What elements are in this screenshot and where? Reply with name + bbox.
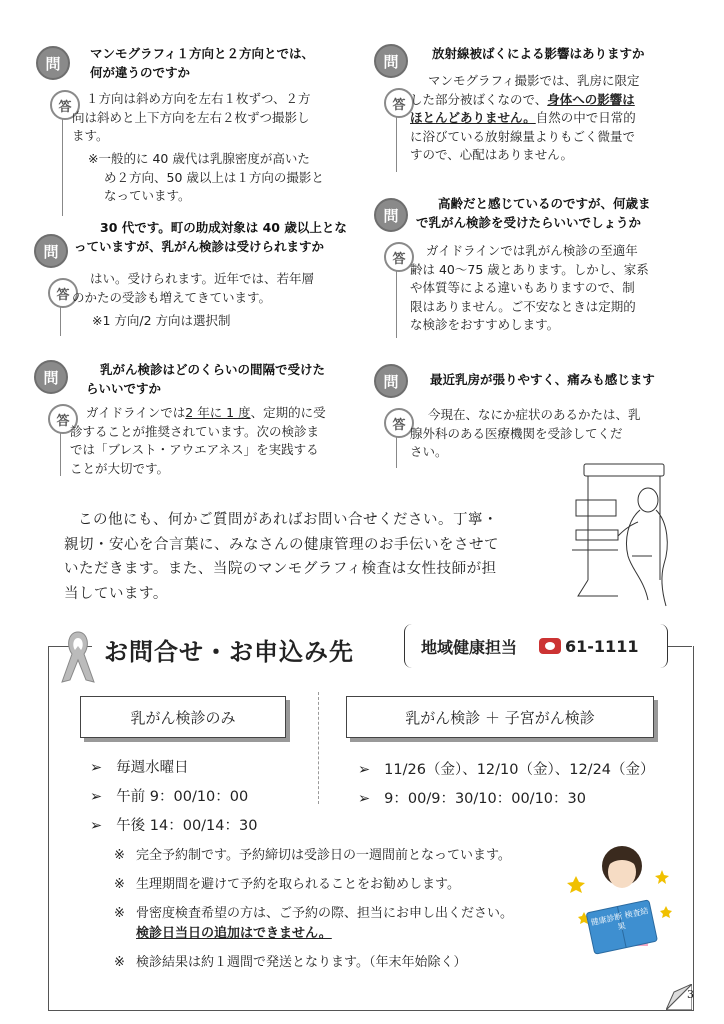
question-text: 30 代です。町の助成対象は 40 歳以上とな っていますが、乳がん検診は受けられますか	[74, 220, 347, 254]
column-divider	[318, 692, 319, 804]
answer-badge: 答	[384, 408, 414, 438]
answer-note: ※1 方向/2 方向は選択制	[92, 313, 231, 328]
answer-line	[396, 116, 397, 172]
question-text: 乳がん検診はどのくらいの間隔で受けた らいいですか	[86, 362, 326, 396]
answer-text: 今現在、なにか症状のあるかたは、乳 腺外科のある医療機関を受診してくだ さい。	[410, 407, 641, 459]
answer-line	[60, 306, 61, 336]
answer-badge: 答	[48, 278, 78, 308]
phone-icon	[539, 638, 561, 654]
question-text: マンモグラフィ１方向と２方向とでは、 何が違うのですか	[90, 46, 315, 80]
answer-line	[60, 432, 61, 476]
note-item: ※ 骨密度検査希望の方は、ご予約の際、担当にお申し出ください。	[114, 906, 514, 921]
note-item: ※ 生理期間を避けて予約を取られることをお勧めします。	[114, 877, 460, 892]
answer-note: ※一般的に 40 歳代は乳腺密度が高いた め２方向、50 歳以上は１方向の撮影と なっています。	[88, 151, 324, 203]
tab-breast-only: 乳がん検診のみ	[80, 696, 286, 738]
contact-title: お問合せ・お申込み先	[104, 638, 354, 666]
answer-badge: 答	[50, 90, 80, 120]
answer-badge: 答	[384, 242, 414, 272]
answer-text: １方向は斜め方向を左右１枚ずつ、２方 向は斜めと上下方向を左右２枚ずつ撮影し ます。	[72, 91, 311, 143]
question-badge: 問	[36, 46, 70, 80]
note-item: ※ 検診結果は約１週間で発送となります。（年末年始除く）	[114, 955, 467, 970]
answer-text: はい。受けられます。近年では、若年層 のかたの受診も増えてきています。	[72, 271, 315, 305]
intro-paragraph: この他にも、何かご質問があればお問い合せください。丁寧・ 親切・安心を合言葉に、みなさんの健康管理のお手伝いをさせて いただきます。また、当院のマンモグラフィ検査は女性技師が担 当しています。	[64, 512, 499, 602]
nurse-illustration: 健康診断 検査結果	[566, 836, 678, 956]
question-badge: 問	[34, 234, 68, 268]
answer-badge: 答	[384, 88, 414, 118]
tab-breast-uterine: 乳がん検診 ＋ 子宮がん検診	[346, 696, 654, 738]
department-name: 地域健康担当	[421, 637, 518, 657]
answer-text: ガイドラインでは2 年に 1 度、定期的に受 診することが推奨されています。次の検診ま では「ブレスト・アウエアネス」を実践する ことが大切です。	[70, 405, 326, 476]
answer-badge: 答	[48, 404, 78, 434]
answer-text: マンモグラフィ撮影では、乳房に限定 した部分被ばくなので、身体への影響は ほとんどありません。自然の中で日常的 に浴びている放射線量よりもごく微量で すので、心配はありません。	[410, 73, 640, 162]
question-text: 高齢だと感じているのですが、何歳ま で乳がん検診を受けたらいいでしょうか	[416, 196, 651, 230]
question-text: 放射線被ばくによる影響はありますか	[432, 46, 645, 61]
question-text: 最近乳房が張りやすく、痛みも感じます	[430, 372, 655, 387]
contact-box-edge	[668, 646, 692, 647]
page-number: 3	[687, 988, 694, 1001]
schedule-right: ➢ 11/26（金）、12/10（金）、12/24（金） ➢ 9：00/9：30/10：00/10：30	[358, 762, 655, 807]
question-badge: 問	[374, 198, 408, 232]
phone-number: 61-1111	[539, 637, 638, 656]
answer-text: ガイドラインでは乳がん検診の至適年 齢は 40～75 歳とあります。しかし、家系 や体質等による違いもありますので、制 限はありません。ご不安なときは定期的 な検診をおすすめします。	[410, 243, 649, 332]
note-item-emphasis: 検診日当日の追加はできません。	[136, 926, 332, 941]
question-badge: 問	[374, 364, 408, 398]
question-badge: 問	[374, 44, 408, 78]
schedule-left: ➢ 毎週水曜日 ➢ 午前 9：00/10：00 ➢ 午後 14：00/14：30	[90, 760, 258, 834]
notes-list	[114, 846, 513, 982]
answer-line	[62, 118, 63, 216]
question-badge: 問	[34, 360, 68, 394]
department-contact	[404, 624, 668, 668]
pink-ribbon-icon	[58, 626, 98, 686]
note-item: ※ 完全予約制です。予約締切は受診日の一週間前となっています。	[114, 848, 511, 863]
answer-line	[396, 436, 397, 468]
answer-line	[396, 270, 397, 338]
